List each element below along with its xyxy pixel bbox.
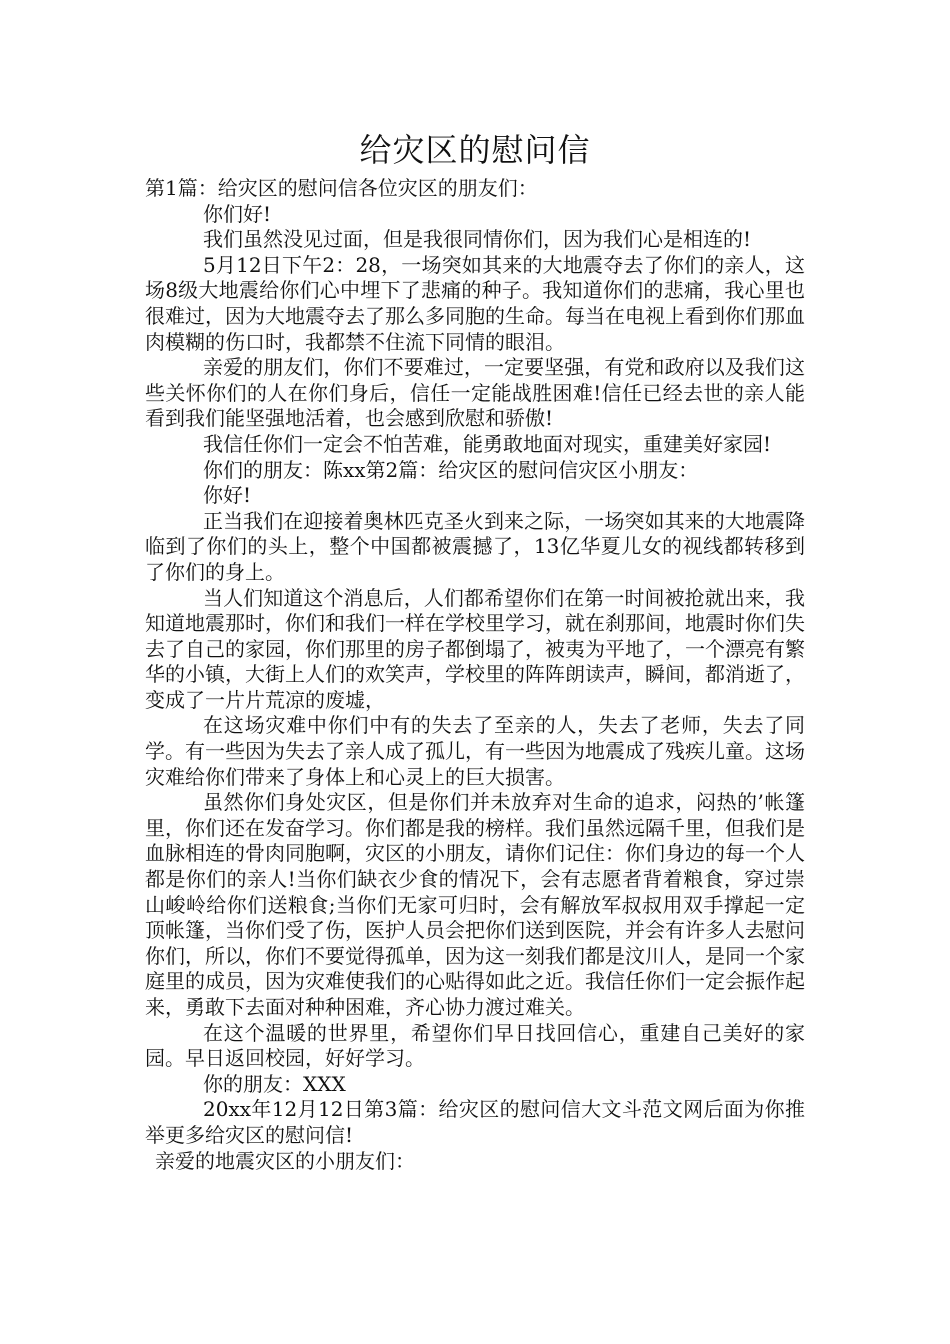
paragraph: 亲爱的地震灾区的小朋友们： [155, 1148, 415, 1173]
paragraph: 你好! [203, 483, 252, 508]
paragraph: 你的朋友：XXX [203, 1071, 346, 1096]
paragraph: 我们虽然没见过面，但是我很同情你们，因为我们心是相连的! [203, 227, 752, 252]
paragraph: 我信任你们一定会不怕苦难，能勇敢地面对现实，重建美好家园! [203, 431, 772, 456]
document-page [145, 128, 805, 1174]
document-body [145, 176, 805, 1174]
paragraph: 当人们知道这个消息后，人们都希望你们在第一时间被抢就出来，我知道地震那时，你们和我们一样在学校里学习，就在刹那间，地震时你们失去了自己的家园，你们那里的房子都倒塌了，被夷为平地了，一个漂亮有繁华的小镇，大街上人们的欢笑声，学校里的阵阵朗读声，瞬间，都消逝了，变成了一片片荒凉的废墟， [145, 585, 805, 712]
paragraph: 亲爱的朋友们，你们不要难过，一定要坚强，有党和政府以及我们这些关怀你们的人在你们身后，信任一定能战胜困难!信任已经去世的亲人能看到我们能坚强地活着，也会感到欣慰和骄傲! [145, 355, 805, 431]
paragraph: 你们好! [203, 201, 272, 226]
paragraph: 虽然你们身处灾区，但是你们并未放弃对生命的追求，闷热的’帐篷里，你们还在发奋学习。你们都是我的榜样。我们虽然远隔千里，但我们是血脉相连的骨肉同胞啊，灾区的小朋友，请你们记住：你们身边的每一个人都是你们的亲人!当你们缺衣少食的情况下，会有志愿者背着粮食，穿过崇山峻岭给你们送粮食;当你们无家可归时，会有解放军叔叔用双手撑起一定顶帐篷，当你们受了伤，医护人员会把你们送到医院，并会有许多人去慰问你们，所以，你们不要觉得孤单，因为这一刻我们都是汶川人，是同一个家庭里的成员，因为灾难使我们的心贴得如此之近。我信任你们一定会振作起来，勇敢下去面对种种困难，齐心协力渡过难关。 [145, 790, 805, 1019]
paragraph: 第1篇：给灾区的慰问信各位灾区的朋友们： [145, 176, 538, 200]
paragraph: 20xx年12月12日第3篇：给灾区的慰问信大文斗范文网后面为你推举更多给灾区的慰问信! [145, 1097, 805, 1147]
paragraph: 正当我们在迎接着奥林匹克圣火到来之际，一场突如其来的大地震降临到了你们的头上，整个中国都被震撼了，13亿华夏儿女的视线都转移到了你们的身上。 [145, 508, 805, 584]
paragraph: 在这场灾难中你们中有的失去了至亲的人，失去了老师，失去了同学。有一些因为失去了亲人成了孤儿，有一些因为地震成了残疾儿童。这场灾难给你们带来了身体上和心灵上的巨大损害。 [145, 713, 805, 789]
document-title: 给灾区的慰问信 [359, 131, 591, 169]
paragraph: 你们的朋友：陈xx第2篇：给灾区的慰问信灾区小朋友： [203, 457, 699, 482]
paragraph: 在这个温暖的世界里，希望你们早日找回信心，重建自己美好的家园。早日返回校园，好好学习。 [145, 1020, 805, 1071]
paragraph: 5月12日下午2：28，一场突如其来的大地震夺去了你们的亲人，这场8级大地震给你们心中埋下了悲痛的种子。我知道你们的悲痛，我心里也很难过，因为大地震夺去了那么多同胞的生命。每当在电视上看到你们那血肉模糊的伤口时，我都禁不住流下同情的眼泪。 [145, 252, 805, 354]
